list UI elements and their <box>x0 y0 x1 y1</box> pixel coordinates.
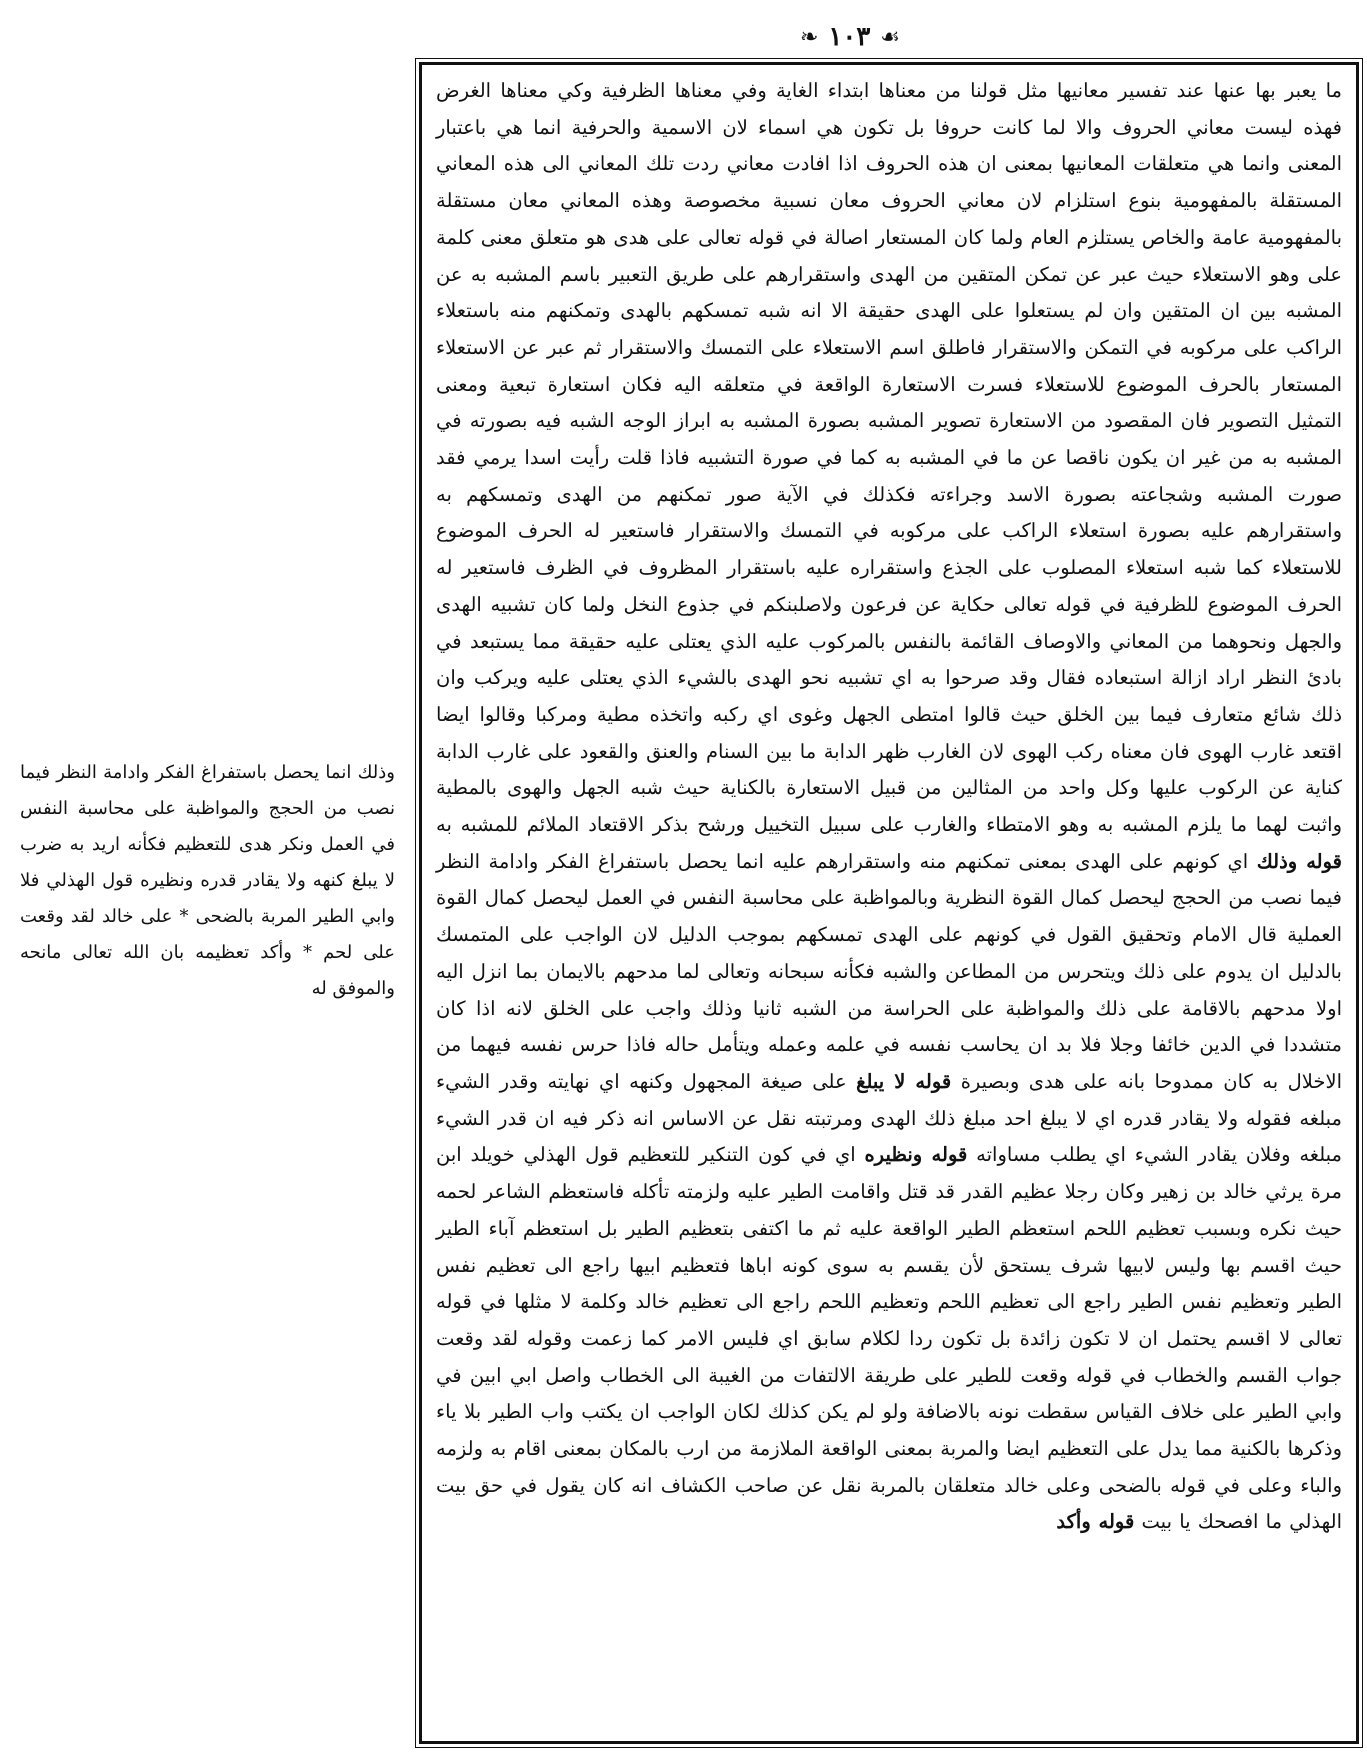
left-ornament-icon: ❧ <box>799 24 819 50</box>
keyword-qawluhu-wa-nadhiruhu: قوله ونظيره <box>864 1143 968 1167</box>
keyword-qawluhu-la-yablugh: قوله لا يبلغ <box>856 1069 952 1093</box>
keyword-qawluhu-wa-dhalika: قوله وذلك <box>1256 849 1343 873</box>
page-number: ١٠٣ <box>828 22 871 52</box>
main-text <box>436 73 1342 1541</box>
commentary-segment-3: اي في كون التنكير للتعظيم قول الهذلي خويلد ابن مرة يرثي خالد بن زهير وكان رجلا عظيم القدر قد قتل واقامت الطير عليه ولزمته تأكله فاستعظم الشاعر لحمه حيث نكره وبسبب تعظيم اللحم استعظم الطير الواقعة عليه ثم ما اكتفى بتعظيم الطير بل استعظم آباء الطير حيث اقسم بها وليس لابيها شرف يستحق لأن يقسم به سوى كونه اباها فتعظيم ابيها راجع الى تعظيم نفس الطير وتعظيم نفس الطير راجع الى تعظيم اللحم وتعظيم اللحم راجع الى تعظيم خالد وكلمة لا مثلها في قوله تعالى لا اقسم يحتمل ان لا تكون زائدة بل تكون ردا لكلام سابق اي فليس الامر كما زعمت وقوله لقد وقعت جواب القسم والخطاب في قوله وقعت للطير على طريقة الالتفات من الغيبة الى الخطاب واصل ابي ابين في وابي الطير على خلاف القياس سقطت نونه بالاضافة ولو لم يكن كذلك لكان الواجب ان يكتب واب الطير بلا ياء وذكرها بالكنية مما يدل على التعظيم ايضا والمربة بمعنى الواقعة الملازمة من ارب بالمكان بمعنى اقام به ولزمه والباء وعلى في قوله بالضحى وعلى خالد متعلقان بالمربة نقل عن صاحب الكشاف انه كان يقول في حق بيت الهذلي ما افصحك يا بيت <box>436 1143 1342 1534</box>
right-ornament-icon: ☙ <box>880 24 901 50</box>
margin-note <box>20 755 395 1007</box>
commentary-segment-1: اي كونهم على الهدى بمعنى تمكنهم منه واستقرارهم عليه انما يحصل باستفراغ الفكر وادامة النظر فيما نصب من الحجج ليحصل كمال القوة النظرية وبالمواظبة على محاسبة النفس في العمل ليحصل كمال القوة العملية قال الامام وتحقيق القول في كونهم على الهدى تمسكهم بموجب الدليل لان الواجب على المتمسك بالدليل ان يدوم على ذلك ويتحرس من المطاعن والشبه فكأنه سبحانه وتعالى لما مدحهم بالايمان بما انزل اليه اولا مدحهم بالاقامة على ذلك والمواظبة على الحراسة من الشبه ثانيا وذلك واجب على الخلق لانه اذا كان متشددا في الدين خائفا وجلا فلا بد ان يحاسب نفسه في علمه وعمله ويتأمل حاله فاذا حرس نفسه فيهما من الاخلال به كان ممدوحا بانه على هدى وبصيرة <box>436 849 1343 1093</box>
margin-note-text: وذلك انما يحصل باستفراغ الفكر وادامة النظر فيما نصب من الحجج والمواظبة على محاسبة النفس في العمل ونكر هدى للتعظيم فكأنه اريد به ضرب لا يبلغ كنهه ولا يقادر قدره ونظيره قول الهذلي فلا وابي الطير المربة بالضحى * على خالد لقد وقعت على لحم * وأكد تعظيمه بان الله تعالى مانحه والموفق له <box>20 762 395 999</box>
main-text-frame <box>419 62 1359 1744</box>
main-body-text: ما يعبر بها عنها عند تفسير معانيها مثل قولنا من معناها ابتداء الغاية وفي معناها الظرفية وكي معناها الغرض فهذه ليست معاني الحروف والا لما كانت حروفا بل تكون هي اسماء لان الاسمية والحرفية انما هي باعتبار المعنى وانما هي متعلقات المعانيها بمعنى ان هذه الحروف اذا افادت معاني ردت تلك المعاني الى هذه المعاني المستقلة بالمفهومية بنوع استلزام لان معاني الحروف معان نسبية مخصوصة وهذه المعاني معان مستقلة بالمفهومية عامة والخاص يستلزم العام ولما كان المستعار اصالة في قوله تعالى على هدى هو متعلق معنى كلمة على وهو الاستعلاء حيث عبر عن تمكن المتقين من الهدى واستقرارهم على طريق التعبير باسم المشبه به عن المشبه بين ان المتقين وان لم يستعلوا على الهدى حقيقة الا انه شبه تمسكهم بالهدى وتمكنهم منه باستعلاء الراكب على مركوبه في التمكن والاستقرار فاطلق اسم الاستعلاء على التمسك والاستقرار ثم عبر عن الاستعلاء المستعار بالحرف الموضوع للاستعلاء فسرت الاستعارة الواقعة في متعلقه اليه فكان استعارة تبعية ومعنى التمثيل التصوير فان المقصود من الاستعارة تصوير المشبه بصورة المشبه به ابراز الوجه الشبه فيه بصورته في المشبه به من غير ان يكون ناقصا عن ما في المشبه به كما في صورة التشبيه فاذا قلت رأيت اسدا يرمي فقد صورت المشبه وشجاعته بصورة الاسد وجراءته فكذلك في الآية صور تمكنهم من الهدى وتمسكهم به واستقرارهم عليه بصورة استعلاء الراكب على مركوبه في التمسك والاستقرار فاستعير له الحرف الموضوع للاستعلاء كما شبه استعلاء المصلوب على الجذع واستقراره عليه باستقرار المظروف في الظرف فاستعير له الحرف الموضوع للظرفية في قوله تعالى حكاية عن فرعون ولاصلبنكم في جذوع النخل ولما كان تشبيه الهدى والجهل ونحوهما من المعاني والاوصاف القائمة بالنفس بالمركوب عليه الذي يعتلى عليه حقيقة مما يستبعد في بادئ النظر اراد ازالة استبعاده فقال وقد صرحوا به اي تشبيه نحو الهدى بالشيء الذي يعتلى عليه ويركب وان ذلك شائع متعارف فيما بين الخلق حيث قالوا امتطى الجهل وغوى اي ركبه واتخذه مطية ومركبا وقالوا ايضا اقتعد غارب الهوى فان معناه ركب الهوى لان الغارب ظهر الدابة ما بين السنام والعنق والقعود على غارب الدابة كناية عن الركوب عليها وكل واحد من المثالين من قبيل الاستعارة بالكناية حيث شبه الجهل والهوى بالمطية واثبت لهما ما يلزم المشبه به وهو الامتطاء والغارب على سبيل التخييل ورشح بذكر الاقتعاد الملائم للمشبه به <box>436 79 1342 837</box>
main-paragraph <box>436 73 1342 1541</box>
commentary-segment-2: على صيغة المجهول وكنهه اي نهايته وقدر الشيء مبلغه فقوله ولا يقادر قدره اي لا يبلغ احد مبلغ ذلك الهدى ومرتبته نقل عن الاساس انه ذكر فيه ان قدر الشيء مبلغه وفلان يقادر الشيء اي يطلب مساواته <box>436 1069 1342 1167</box>
page-header <box>750 22 950 52</box>
keyword-qawluhu-wa-akkada: قوله وأكد <box>1056 1510 1135 1534</box>
